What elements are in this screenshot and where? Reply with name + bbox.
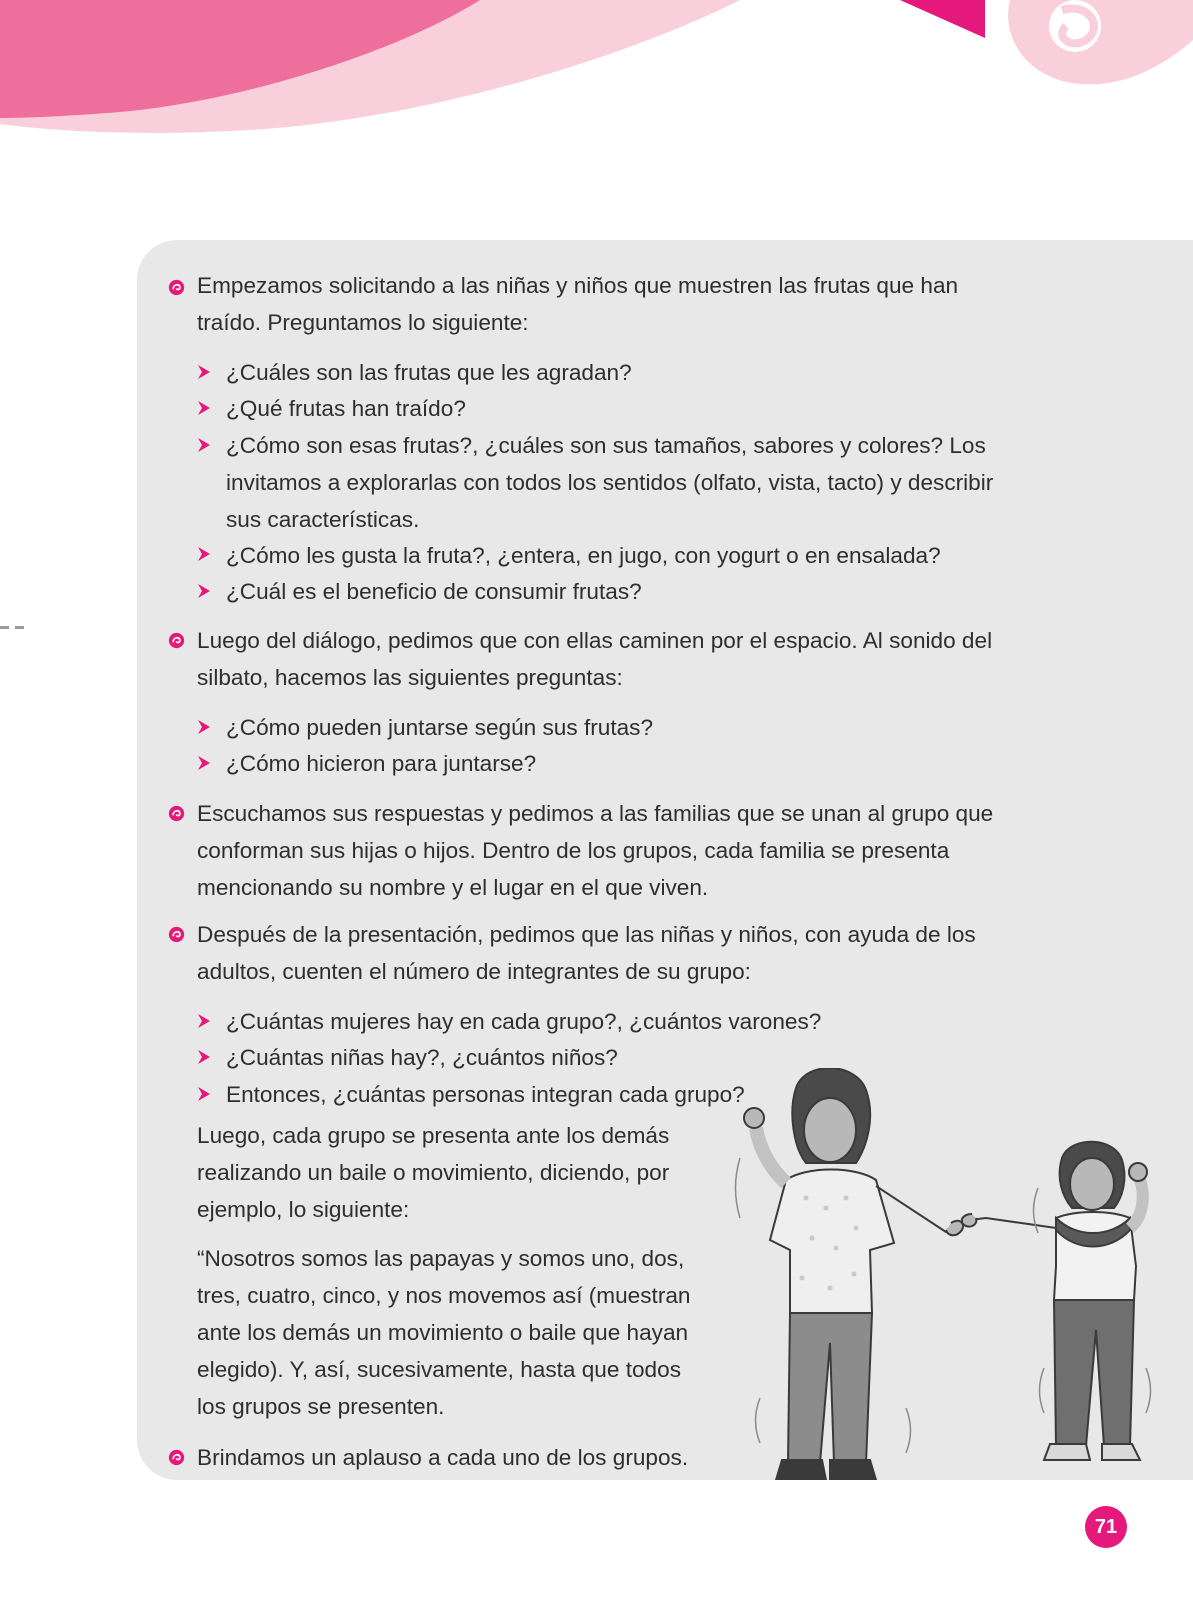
text-line: adultos, cuenten el número de integrantes de su grupo:	[197, 959, 751, 984]
text-line: ¿Cómo les gusta la fruta?, ¿entera, en jugo, con yogurt o en ensalada?	[226, 543, 941, 568]
swirl-bullet-icon	[168, 926, 185, 943]
chevron-right-icon	[197, 1013, 211, 1029]
text-line: ¿Cómo pueden juntarse según sus frutas?	[226, 715, 654, 740]
chevron-right-icon	[197, 583, 211, 599]
list-item	[226, 427, 1022, 538]
paragraph-dance	[197, 1117, 715, 1228]
text-line: “Nosotros somos las papayas y somos uno, dos,	[197, 1246, 685, 1271]
swirl-bullet-icon	[168, 805, 185, 822]
woman-figure	[744, 1068, 963, 1480]
list-item	[226, 573, 1022, 610]
list-item	[226, 537, 1022, 574]
text-line: ¿Qué frutas han traído?	[226, 396, 466, 421]
text-line: silbato, hacemos las siguientes preguntas:	[197, 665, 623, 690]
text-line: ¿Cuántas mujeres hay en cada grupo?, ¿cuántos varones?	[226, 1009, 822, 1034]
chevron-right-icon	[197, 364, 211, 380]
list-item	[226, 390, 1022, 427]
chevron-right-icon	[197, 719, 211, 735]
paragraph-count	[197, 916, 1022, 990]
text-line: ante los demás un movimiento o baile que hayan	[197, 1320, 689, 1345]
text-line: ¿Cuáles son las frutas que les agradan?	[226, 360, 632, 385]
list-item	[226, 354, 1022, 391]
text-line: ejemplo, lo siguiente:	[197, 1197, 410, 1222]
paragraph-walk	[197, 622, 1022, 696]
text-line: Luego del diálogo, pedimos que con ellas caminen por el espacio. Al sonido del	[197, 628, 993, 653]
text-line: elegido). Y, así, sucesivamente, hasta que todos	[197, 1357, 681, 1382]
header-wave-decoration	[0, 0, 1193, 150]
text-line: mencionando su nombre y el lugar en el que viven.	[197, 875, 709, 900]
text-line: Brindamos un aplauso a cada uno de los grupos.	[197, 1445, 689, 1470]
swirl-bullet-icon	[168, 632, 185, 649]
text-line: ¿Cómo hicieron para juntarse?	[226, 751, 537, 776]
chevron-right-icon	[197, 1086, 211, 1102]
text-line: invitamos a explorarlas con todos los sentidos (olfato, vista, tacto) y describir	[226, 470, 994, 495]
text-line: los grupos se presenten.	[197, 1394, 445, 1419]
quote-example	[197, 1240, 715, 1425]
text-line: realizando un baile o movimiento, diciendo, por	[197, 1160, 670, 1185]
girl-figure	[962, 1142, 1147, 1460]
swirl-bullet-icon	[168, 279, 185, 296]
list-item	[226, 1003, 1022, 1040]
chevron-right-icon	[197, 546, 211, 562]
text-line: ¿Cuál es el beneficio de consumir frutas?	[226, 579, 642, 604]
text-line: traído. Preguntamos lo siguiente:	[197, 310, 529, 335]
text-line: Empezamos solicitando a las niñas y niños que muestren las frutas que han	[197, 273, 959, 298]
dancing-woman-and-girl-illustration	[726, 1068, 1176, 1480]
text-line: Escuchamos sus respuestas y pedimos a las familias que se unan al grupo que	[197, 801, 994, 826]
paragraph-families	[197, 795, 1022, 906]
text-line: conforman sus hijas o hijos. Dentro de los grupos, cada familia se presenta	[197, 838, 950, 863]
text-line: Luego, cada grupo se presenta ante los demás	[197, 1123, 670, 1148]
page-number: 71	[1085, 1506, 1127, 1548]
text-line: ¿Cuántas niñas hay?, ¿cuántos niños?	[226, 1045, 618, 1070]
text-line: Entonces, ¿cuántas personas integran cada grupo?	[226, 1082, 745, 1107]
chevron-right-icon	[197, 1049, 211, 1065]
list-item	[226, 745, 1022, 782]
text-line: tres, cuatro, cinco, y nos movemos así (muestran	[197, 1283, 691, 1308]
margin-dash-decoration	[0, 626, 26, 629]
swirl-bullet-icon	[168, 1449, 185, 1466]
text-line: sus características.	[226, 507, 420, 532]
text-line: Después de la presentación, pedimos que las niñas y niños, con ayuda de los	[197, 922, 976, 947]
chevron-right-icon	[197, 400, 211, 416]
paragraph-intro	[197, 267, 1022, 341]
chevron-right-icon	[197, 437, 211, 453]
chevron-right-icon	[197, 755, 211, 771]
list-item	[226, 709, 1022, 746]
text-line: ¿Cómo son esas frutas?, ¿cuáles son sus tamaños, sabores y colores? Los	[226, 433, 986, 458]
